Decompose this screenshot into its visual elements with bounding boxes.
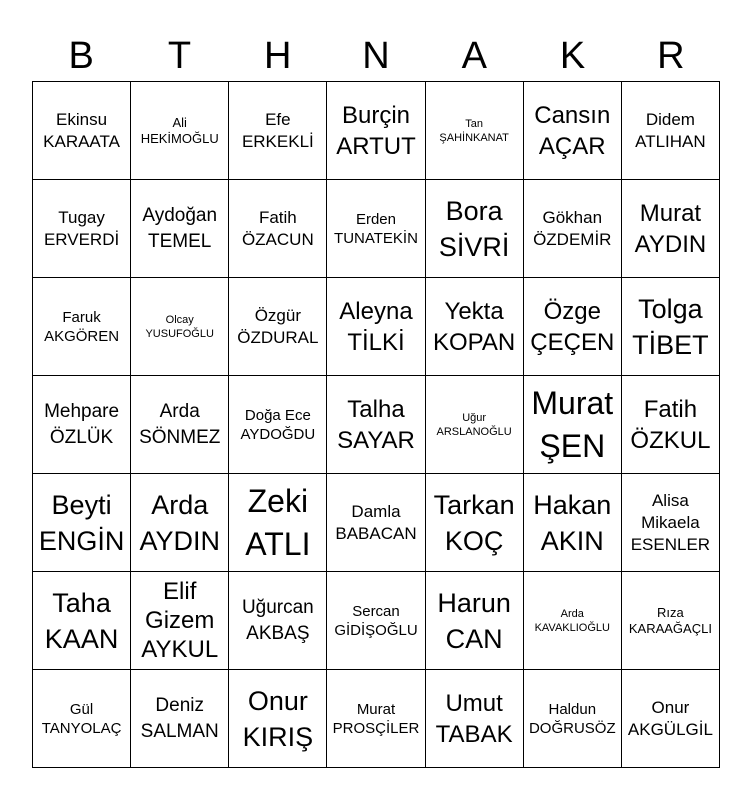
cell-text: Onur AKGÜLGİL [627, 697, 713, 739]
bingo-cell [131, 572, 229, 670]
cell-text: Özgür ÖZDURAL [237, 305, 319, 347]
cell-text: Beyti ENGİN [38, 489, 125, 556]
cell-text: Cansın AÇAR [534, 101, 611, 160]
bingo-cell [327, 670, 425, 768]
cell-text: Harun CAN [437, 587, 511, 654]
bingo-cell [229, 474, 327, 572]
bingo-cell [524, 670, 622, 768]
cell-text: Burçin ARTUT [336, 101, 416, 160]
cell-text: Elif Gizem AYKUL [141, 578, 219, 663]
bingo-cell [229, 376, 327, 474]
bingo-cell [524, 180, 622, 278]
bingo-cell [622, 670, 720, 768]
bingo-cell [33, 278, 131, 376]
bingo-cell [426, 82, 524, 180]
cell-text: Mehpare ÖZLÜK [44, 400, 120, 448]
cell-text: Damla BABACAN [335, 501, 417, 543]
cell-text: Hakan AKIN [533, 489, 612, 556]
bingo-cell [524, 278, 622, 376]
cell-text: Gül TANYOLAÇ [41, 700, 122, 737]
cell-text: Sercan GİDİŞOĞLU [334, 602, 418, 639]
cell-text: Ali HEKİMOĞLU [140, 114, 219, 146]
cell-text: Aydoğan TEMEL [142, 204, 218, 252]
bingo-cell [131, 278, 229, 376]
cell-text: Alisa Mikaela ESENLER [630, 490, 711, 554]
cell-text: Deniz SALMAN [140, 694, 219, 742]
header-letter: T [167, 35, 192, 77]
cell-text: Efe ERKEKLİ [241, 109, 314, 151]
bingo-cell [131, 474, 229, 572]
cell-text: Gökhan ÖZDEMİR [533, 207, 612, 249]
cell-text: Doğa Ece AYDOĞDU [240, 406, 316, 443]
header-letter: H [263, 35, 292, 77]
cell-text: Tolga TİBET [632, 293, 709, 360]
header-letter: K [559, 35, 586, 77]
cell-text: Zeki ATLI [245, 482, 311, 562]
bingo-cell [622, 278, 720, 376]
cell-text: Didem ATLIHAN [635, 109, 706, 151]
bingo-cell [327, 474, 425, 572]
bingo-cell [426, 474, 524, 572]
bingo-cell [131, 82, 229, 180]
bingo-cell [622, 376, 720, 474]
bingo-cell [33, 670, 131, 768]
bingo-cell [131, 180, 229, 278]
bingo-cell [131, 376, 229, 474]
bingo-cell [327, 82, 425, 180]
bingo-cell [33, 376, 131, 474]
bingo-cell [327, 376, 425, 474]
cell-text: Murat ŞEN [531, 384, 614, 464]
cell-text: Haldun DOĞRUSÖZ [528, 700, 616, 737]
header-letter: B [68, 35, 94, 77]
header-letter: R [657, 35, 685, 77]
cell-text: Yekta KOPAN [433, 297, 516, 356]
cell-text: Uğur ARSLANOĞLU [436, 411, 512, 438]
cell-text: Rıza KARAAĞAÇLI [628, 604, 712, 636]
bingo-cell [327, 278, 425, 376]
cell-text: Tan ŞAHİNKANAT [439, 117, 509, 144]
bingo-cell [426, 180, 524, 278]
bingo-cell [229, 572, 327, 670]
cell-text: Fatih ÖZACUN [241, 207, 314, 249]
bingo-grid [32, 81, 720, 768]
bingo-cell [131, 670, 229, 768]
cell-text: Faruk AKGÖREN [44, 308, 120, 345]
bingo-cell [622, 180, 720, 278]
cell-text: Tugay ERVERDİ [43, 207, 120, 249]
bingo-cell [327, 180, 425, 278]
bingo-cell [524, 572, 622, 670]
cell-text: Talha SAYAR [337, 395, 415, 454]
cell-text: Taha KAAN [44, 587, 119, 654]
bingo-cell [524, 82, 622, 180]
bingo-cell [524, 474, 622, 572]
cell-text: Arda SÖNMEZ [139, 400, 221, 448]
bingo-cell [33, 82, 131, 180]
bingo-cell [327, 572, 425, 670]
cell-text: Özge ÇEÇEN [530, 297, 615, 356]
cell-text: Bora SİVRİ [438, 195, 510, 262]
bingo-cell [524, 376, 622, 474]
bingo-cell [229, 180, 327, 278]
cell-text: Umut TABAK [435, 689, 513, 748]
bingo-cell [229, 278, 327, 376]
bingo-cell [229, 82, 327, 180]
bingo-cell [33, 180, 131, 278]
bingo-cell [229, 670, 327, 768]
cell-text: Olcay YUSUFOĞLU [145, 313, 214, 340]
bingo-cell [33, 572, 131, 670]
header-letter: A [461, 35, 487, 77]
cell-text: Uğurcan AKBAŞ [241, 596, 314, 644]
cell-text: Murat AYDIN [634, 199, 707, 258]
cell-text: Murat PROSÇİLER [332, 700, 420, 737]
cell-text: Onur KIRIŞ [242, 685, 314, 752]
bingo-cell [426, 670, 524, 768]
cell-text: Erden TUNATEKİN [334, 210, 418, 247]
cell-text: Arda AYDIN [139, 489, 220, 556]
cell-text: Tarkan KOÇ [433, 489, 515, 556]
cell-text: Ekinsu KARAATA [43, 109, 120, 151]
bingo-cell [426, 572, 524, 670]
bingo-header [32, 30, 720, 82]
bingo-cell [622, 474, 720, 572]
bingo-cell [622, 572, 720, 670]
bingo-cell [33, 474, 131, 572]
header-letter: N [362, 35, 390, 77]
bingo-cell [426, 278, 524, 376]
bingo-cell [622, 82, 720, 180]
cell-text: Aleyna TİLKİ [339, 297, 413, 356]
cell-text: Arda KAVAKLIOĞLU [534, 607, 610, 634]
bingo-cell [426, 376, 524, 474]
cell-text: Fatih ÖZKUL [630, 395, 711, 454]
